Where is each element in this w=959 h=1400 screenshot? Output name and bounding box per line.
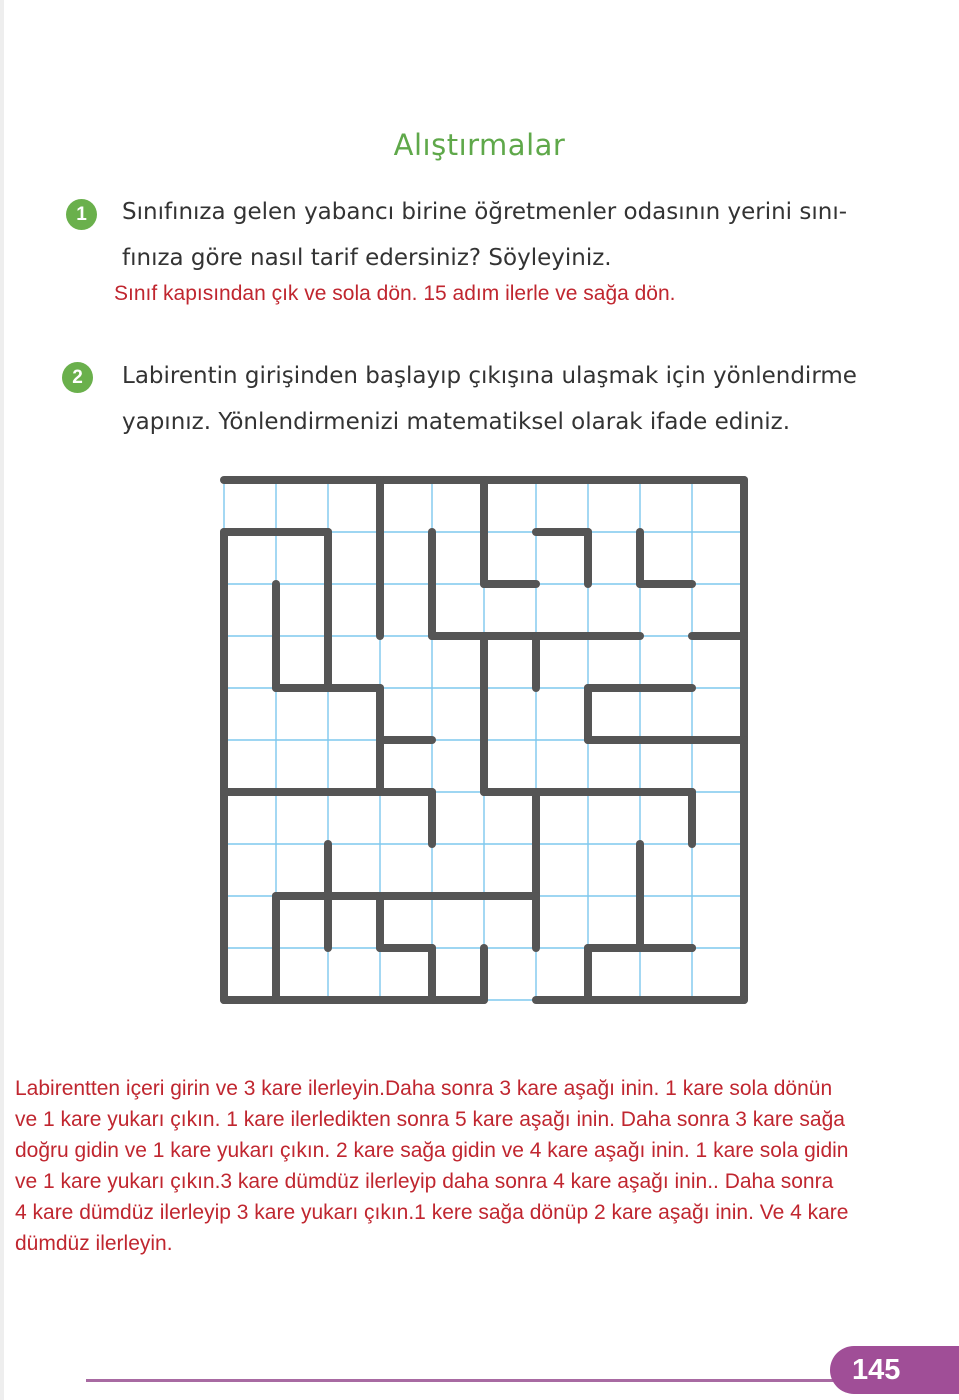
page-title: Alıştırmalar bbox=[393, 128, 566, 162]
answer-line: 4 kare dümdüz ilerleyip 3 kare yukarı çıkın.1 kere sağa dönüp 2 kare aşağı inin. Ve 4 kare bbox=[15, 1201, 849, 1224]
question-1-badge: 1 bbox=[66, 199, 97, 230]
question-2-text-line-1: Labirentin girişinden başlayıp çıkışına ulaşmak için yönlendirme bbox=[122, 363, 857, 389]
answer-line: dümdüz ilerleyin. bbox=[15, 1232, 173, 1255]
question-2-badge: 2 bbox=[62, 362, 93, 393]
question-2-answer bbox=[15, 1073, 955, 1259]
answer-line: Labirentten içeri girin ve 3 kare ilerleyin.Daha sonra 3 kare aşağı inin. 1 kare sola dönün bbox=[15, 1077, 833, 1100]
footer-line bbox=[86, 1379, 846, 1382]
question-1-text-line-1: Sınıfınıza gelen yabancı birine öğretmenler odasının yerini sını- bbox=[122, 199, 848, 225]
answer-line: doğru gidin ve 1 kare yukarı çıkın. 2 kare sağa gidin ve 4 kare aşağı inin. 1 kare sola gidin bbox=[15, 1139, 849, 1162]
question-2-text-line-2: yapınız. Yönlendirmenizi matematiksel olarak ifade ediniz. bbox=[122, 409, 791, 435]
answer-line: ve 1 kare yukarı çıkın. 1 kare ilerledikten sonra 5 kare aşağı inin. Daha sonra 3 kare sağa bbox=[15, 1108, 845, 1131]
question-1-answer: Sınıf kapısından çık ve sola dön. 15 adım ilerle ve sağa dön. bbox=[114, 282, 676, 305]
page-number: 145 bbox=[830, 1346, 959, 1394]
answer-line: ve 1 kare yukarı çıkın.3 kare dümdüz ilerleyip daha sonra 4 kare aşağı inin.. Daha sonra bbox=[15, 1170, 834, 1193]
question-1-text-line-2: fınıza göre nasıl tarif edersiniz? Söyleyiniz. bbox=[122, 245, 612, 271]
